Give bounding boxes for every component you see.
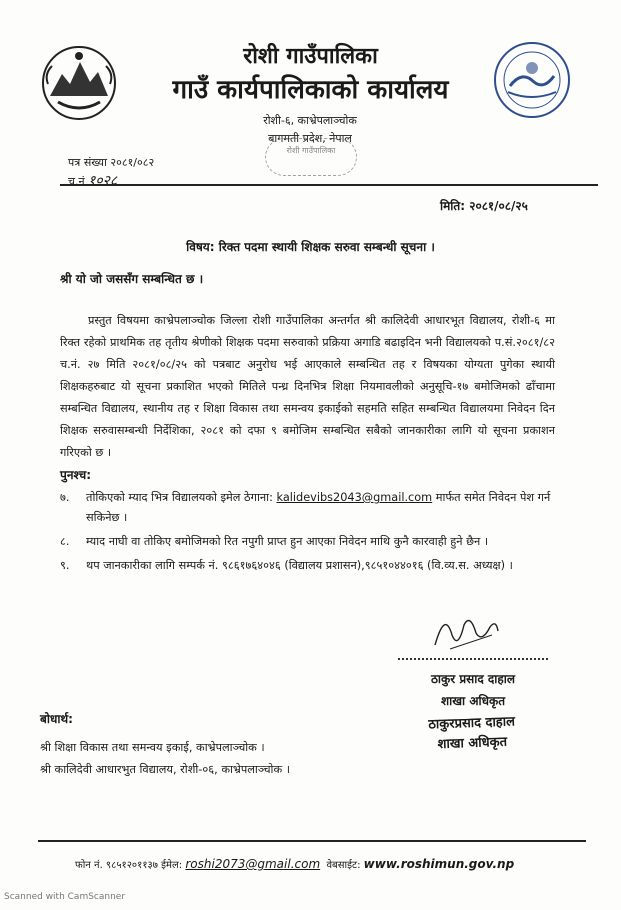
signatory-title: शाखा अधिकृत	[440, 694, 506, 708]
office-name: रोशी गाउँपालिका	[243, 44, 378, 69]
footer-contact: फोन नं. ९८५१२०११३७ ईमेल: roshi2073@gmail.com वेबसाईट: www.roshimun.gov.np	[75, 857, 515, 871]
ps-item: ७. तोकिएको म्याद भित्र विद्यालयको इमेल ठेगाना: kalidevibs2043@gmail.com मार्फत समेत निवेदन पेश गर्न सकिनेछ ।	[60, 491, 551, 524]
body-paragraph: प्रस्तुत विषयमा काभ्रेपलाञ्चोक जिल्ला रोशी गाउँपालिका अन्तर्गत श्री कालिदेवी आधारभूत विद्यालय, रोशी-६ मा रिक्त रहेको प्राथमिक तह तृतीय श्रेणीको शिक्षक पदमा सरुवाको प्रक्रिया अगाडि बढाइदिन भनी विद्यालयको प.सं.२०८१/८२ च.नं. २७ मिति २०८१/०८/२५ को पत्रबाट अनुरोध भई आएकाले सम्बन्धित तह र विषयका योग्यता पुगेका स्थायी शिक्षकहरुबाट यो सूचना प्रकाशित भएको मितिले पन्ध्र दिनभित्र शिक्षा नियमावलीको अनुसूचि-१७ बमोजिमको ढाँचामा सम्बन्धित विद्यालय, स्थानीय तह र शिक्षा विकास तथा समन्वय इकाईको सहमति सहित सम्बन्धित विद्यालयमा निवेदन दिन शिक्षक सरुवासम्बन्धी निर्देशिका, २०८१ को दफा ९ बमोजिम सम्बन्धित सबैको जानकारीका लागि यो सूचना प्रकाशन गरिएको छ ।	[60, 314, 555, 459]
subject-line: विषय: रिक्त पदमा स्थायी शिक्षक सरुवा सम्बन्धी सूचना ।	[186, 240, 435, 254]
footer-phone: फोन नं. ९८५१२०११३७	[75, 860, 158, 871]
name-stamp: ठाकुरप्रसाद दाहाल शाखा अधिकृत	[428, 714, 516, 753]
cc-heading: बोधार्थ:	[40, 712, 73, 726]
footer-divider	[38, 840, 586, 842]
cc-item: श्री शिक्षा विकास तथा समन्वय इकाई, काभ्रेपलाञ्चोक ।	[40, 741, 265, 754]
chalani-number: च.नं १०२८	[68, 173, 118, 189]
ps-heading: पुनश्च:	[60, 468, 91, 482]
handwritten-signature	[430, 605, 500, 655]
scanner-watermark: Scanned with CamScanner	[4, 892, 126, 902]
salutation: श्री यो जो जससँग सम्बन्धित छ ।	[60, 272, 204, 286]
cc-list	[40, 737, 290, 781]
address-line-2: बागमती प्रदेश, नेपाल	[268, 132, 352, 145]
office-title: गाउँ कार्यपालिकाको कार्यालय	[172, 75, 449, 105]
stamp-text: रोशी गाउँपालिका	[286, 146, 336, 155]
letter-date: मिति: २०८१/०८/२५	[440, 199, 528, 213]
cc-item: श्री कालिदेवी आधारभुत विद्यालय, रोशी-०६, काभ्रेपलाञ्चोक ।	[40, 763, 291, 776]
header-divider	[60, 184, 598, 186]
signature-line	[398, 658, 548, 660]
footer-website-link[interactable]: www.roshimun.gov.np	[363, 857, 515, 871]
patra-sankhya: पत्र संख्या २०८१/०८२	[68, 156, 155, 169]
signatory-name: ठाकुर प्रसाद दाहाल	[430, 672, 516, 686]
office-stamp	[265, 138, 357, 176]
school-email-link[interactable]: kalidevibs2043@gmail.com	[276, 491, 433, 504]
ps-item: ९. थप जानकारीका लागि सम्पर्क नं. ९८६१७६४०४६ (विद्यालय प्रशासन),९८५१०४४०१६ (वि.व्य.स. अध्यक्ष) ।	[60, 559, 513, 572]
ps-list	[60, 488, 555, 580]
signatory	[398, 668, 548, 712]
ps-item: ८. म्याद नाघी वा तोकिए बमोजिमको रित नपुगी प्राप्त हुन आएका निवेदन माथि कुनै कारवाही हुने छैन ।	[60, 535, 489, 548]
address-line-1: रोशी-६, काभ्रेपलाञ्चोक	[263, 114, 357, 127]
footer-email-link[interactable]: roshi2073@gmail.com	[185, 857, 321, 871]
chalani-value: १०२८	[88, 173, 118, 189]
